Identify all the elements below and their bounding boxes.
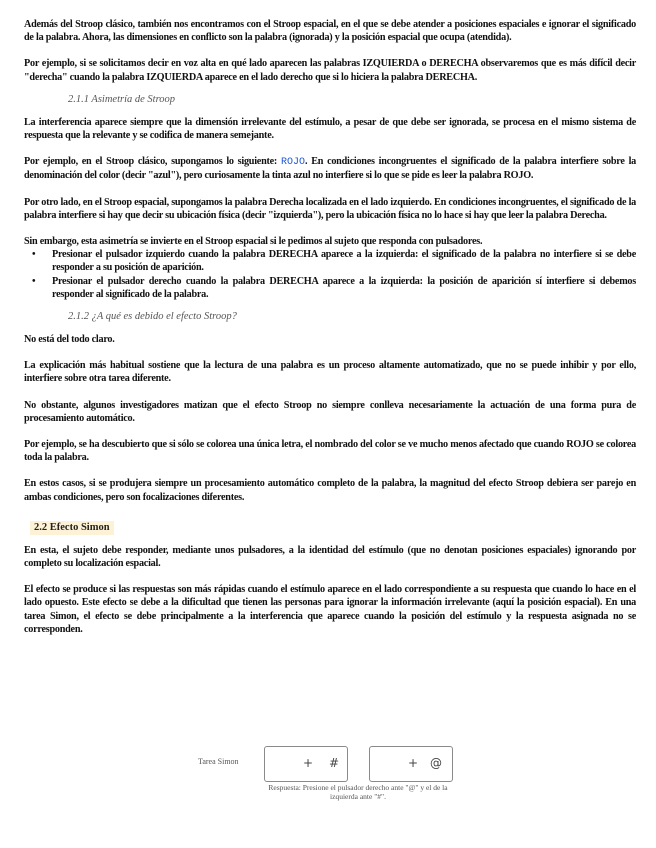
paragraph: No está del todo claro. [24,334,115,346]
stimulus-box-left [264,746,348,782]
colored-word: ROJO [280,157,305,169]
list-item: • Presionar el pulsador izquierdo cuando la palabra DERECHA aparece a la izquierda: el significado de la palabra no interfiere si se debe responder a su posición de aparición. [52,248,636,274]
paragraph: La interferencia aparece siempre que la dimensión irrelevante del estímulo, a pesar de que debe ser ignorada, se procesa en el mismo sistema de respuesta que la relevante y se codifica de manera semejante. [24,116,636,142]
section-heading: 2.2 Efecto Simon [30,521,114,535]
paragraph: En estos casos, si se produjera siempre un procesamiento automático completo de la palabra, la magnitud del efecto Stroop debiera ser parejo en ambas condiciones, pero son focalizaciones diferentes. [24,478,636,503]
simon-task-figure [0,726,656,816]
stimulus-symbol: # [329,756,340,770]
bullet-list [24,248,636,301]
text-run: . En condiciones incongruentes el significado de la palabra interfiere sobre la denominación del color (decir "azul"), pero curiosamente la tinta azul no interfiere si lo que se pide es leer la palabra ROJO. [24,156,636,182]
stimulus-symbol: @ [430,756,442,770]
paragraph [24,155,636,182]
text-run: Por ejemplo, en el Stroop clásico, supongamos lo siguiente: [24,156,281,168]
paragraph: En esta, el sujeto debe responder, mediante unos pulsadores, a la identidad del estímulo (que no denotan posiciones espaciales) ignorando por completo su localización espacial. [24,544,636,570]
document-page [24,18,636,636]
paragraph: No obstante, algunos investigadores matizan que el efecto Stroop no siempre conlleva necesariamente la actuación de una forma pura de procesamiento automático. [24,399,636,424]
figure-caption: Respuesta: Presione el pulsador derecho ante "@" y el de la izquierda ante "#". [268,783,448,801]
list-item: • Presionar el pulsador derecho cuando la palabra DERECHA aparece a la izquierda: la posición de aparición sí interfiere si debemos responder al significado de la palabra. [52,275,636,301]
figure-label: Tarea Simon [198,757,239,766]
subsection-heading: 2.1.2 ¿A qué es debido el efecto Stroop? [68,311,237,323]
paragraph: La explicación más habitual sostiene que la lectura de una palabra es un proceso altamente automatizado, que no se puede inhibir y por ello, interfiere sobre otra tarea diferente. [24,360,636,385]
stimulus-box-right [369,746,453,782]
subsection-heading: 2.1.1 Asimetría de Stroop [68,93,176,105]
paragraph: Además del Stroop clásico, también nos encontramos con el Stroop espacial, en el que se debe atender a posiciones espaciales e ignorar el significado de la palabra. Ahora, las dimensiones en conflicto son la palabra (ignorada) y la posición espacial que ocupa (atendida). [24,19,636,44]
paragraph: Por otro lado, en el Stroop espacial, supongamos la palabra Derecha localizada en el lado izquierdo. En condiciones incongruentes, el significado de la palabra interfiere si hay que decir su ubicación física (decir "izquierda"), pero la ubicación física no lo hace si hay que leer la palabra Derecha. [24,196,636,221]
paragraph: Sin embargo, esta asimetría se invierte en el Stroop espacial si le pedimos al sujeto que responda con pulsadores. [24,236,483,248]
paragraph: Por ejemplo, si se solicitamos decir en voz alta en qué lado aparecen las palabras IZQUIERDA o DERECHA observaremos que es más difícil decir "derecha" cuando la palabra IZQUIERDA aparece en el lado derecho que si lo hiciera la palabra DERECHA. [24,58,636,83]
paragraph: Por ejemplo, se ha descubierto que si sólo se colorea una única letra, el nombrado del color se ve mucho menos afectado que cuando ROJO se colorea toda la palabra. [24,439,636,464]
fixation-cross: + [408,756,419,770]
paragraph: El efecto se produce si las respuestas son más rápidas cuando el estímulo aparece en el lado correspondiente a su respuesta que cuando lo hace en el lado opuesto. Este efecto se debe a la dificultad que tienen las personas para ignorar la información irrelevante (aquí la posición espacial). En una tarea Simon, el efecto se debe principalmente a la interferencia que aparece cuando la posición del estímulo y la respuesta asignada no se corresponden. [24,584,636,635]
fixation-cross: + [303,756,314,770]
